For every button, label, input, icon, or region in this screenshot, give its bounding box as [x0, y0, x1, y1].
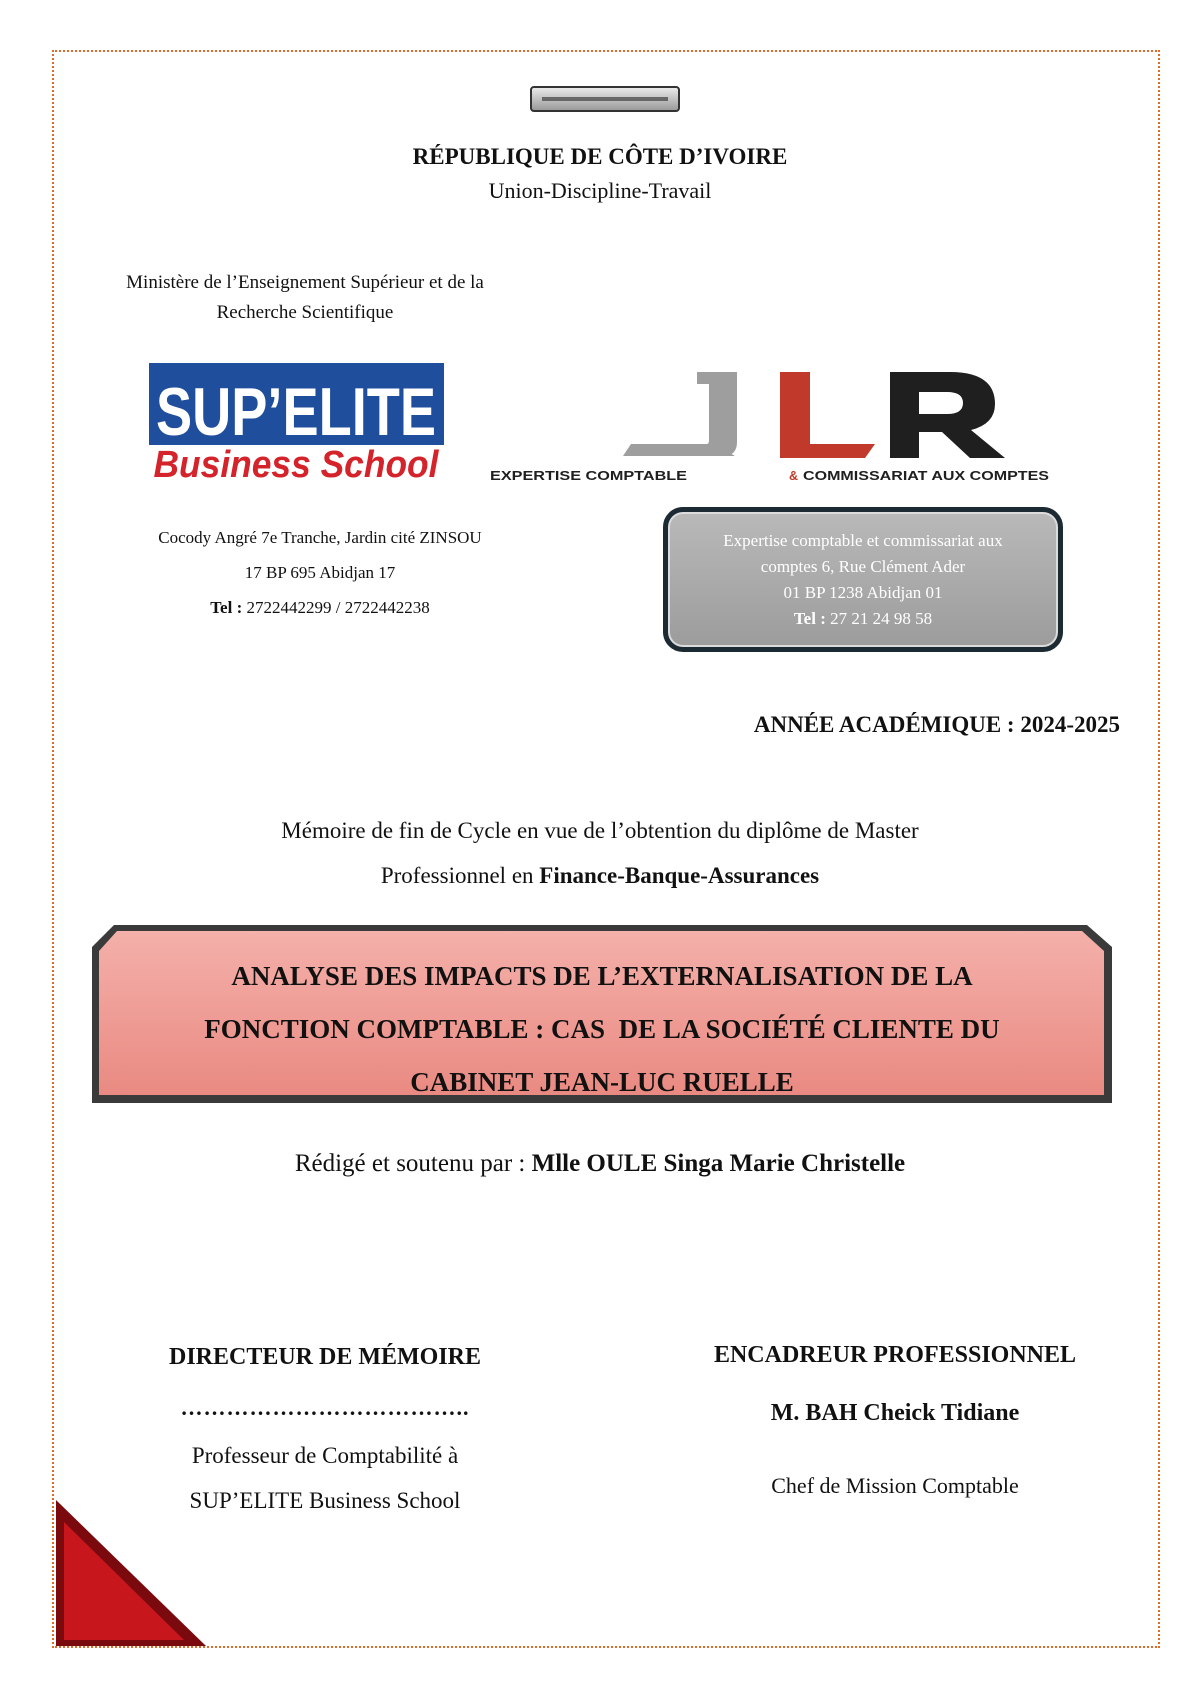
school-phone	[90, 590, 550, 625]
school-address-line-1: Cocody Angré 7e Tranche, Jardin cité ZINSOU	[158, 528, 482, 547]
ministry-line-2: Recherche Scientifique	[216, 302, 394, 323]
jlr-logo	[490, 362, 1055, 486]
thesis-title-line-1: ANALYSE DES IMPACTS DE L’EXTERNALISATION DE LA	[231, 961, 973, 991]
memoire-line-2	[150, 853, 1050, 898]
memoire-line-1: Mémoire de fin de Cycle en vue de l’obtention du diplôme de Master	[281, 818, 919, 843]
jlr-tagline-amp: &	[789, 469, 799, 483]
firm-phone	[668, 606, 1058, 632]
jlr-tagline-right: COMMISSARIAT AUX COMPTES	[803, 469, 1049, 483]
academic-year	[620, 712, 1120, 738]
author-prefix: Rédigé et soutenu par :	[294, 1150, 526, 1177]
director-heading: DIRECTEUR DE MÉMOIRE	[168, 1344, 482, 1370]
school-phone-label: Tel :	[210, 598, 243, 617]
memoire-line-2-prefix: Professionnel en	[380, 863, 534, 888]
thesis-title-line-3: CABINET JEAN-LUC RUELLE	[410, 1067, 794, 1097]
director-role-line-2: SUP’ELITE Business School	[189, 1488, 461, 1513]
firm-address-line-1: Expertise comptable et commissariat aux	[723, 531, 1003, 550]
firm-phone-label: Tel :	[793, 609, 826, 628]
ministry-name	[70, 268, 540, 328]
supervisor-heading: ENCADREUR PROFESSIONNEL	[713, 1342, 1077, 1368]
academic-year-value: 2024-2025	[1020, 712, 1120, 737]
jlr-letter-l	[780, 372, 875, 458]
firm-address-line-2: comptes 6, Rue Clément Ader	[760, 557, 966, 576]
director-role-line-1: Professeur de Comptabilité à	[191, 1443, 459, 1468]
thesis-title	[130, 950, 1074, 1109]
academic-year-label: ANNÉE ACADÉMIQUE :	[753, 712, 1015, 737]
republic-title: RÉPUBLIQUE DE CÔTE D’IVOIRE	[412, 144, 788, 169]
supervisor-name: M. BAH Cheick Tidiane	[770, 1400, 1020, 1426]
memoire-specialty: Finance-Banque-Assurances	[539, 863, 820, 888]
jlr-tagline-left: EXPERTISE COMPTABLE	[490, 469, 687, 483]
decorative-bar	[530, 86, 680, 112]
school-address-line-2: 17 BP 695 Abidjan 17	[244, 563, 396, 582]
director-name-placeholder: ………………………………..	[180, 1395, 470, 1420]
thesis-title-line-2: FONCTION COMPTABLE : CAS DE LA SOCIÉTÉ CLIENTE DU	[204, 1014, 1000, 1044]
jlr-letter-j	[693, 372, 737, 456]
memoire-description	[150, 808, 1050, 898]
author-name: Mlle OULE Singa Marie Christelle	[531, 1150, 906, 1177]
supelite-logo-subtext: Business School	[153, 444, 440, 486]
author-line	[150, 1150, 1050, 1178]
jlr-letter-r	[890, 372, 1005, 458]
firm-address-line-3: 01 BP 1238 Abidjan 01	[783, 583, 943, 602]
school-phone-value: 2722442299 / 2722442238	[246, 598, 430, 617]
corner-triangle	[56, 1500, 206, 1646]
firm-phone-value: 27 21 24 98 58	[830, 609, 933, 628]
supelite-logo	[149, 363, 444, 485]
supelite-logo-text: SUP’ELITE	[156, 374, 436, 450]
supervisor-role: Chef de Mission Comptable	[771, 1473, 1019, 1498]
school-address	[90, 520, 550, 625]
republic-motto: Union-Discipline-Travail	[488, 178, 712, 203]
ministry-line-1: Ministère de l’Enseignement Supérieur et de la	[126, 272, 484, 293]
firm-address-box	[663, 507, 1063, 652]
